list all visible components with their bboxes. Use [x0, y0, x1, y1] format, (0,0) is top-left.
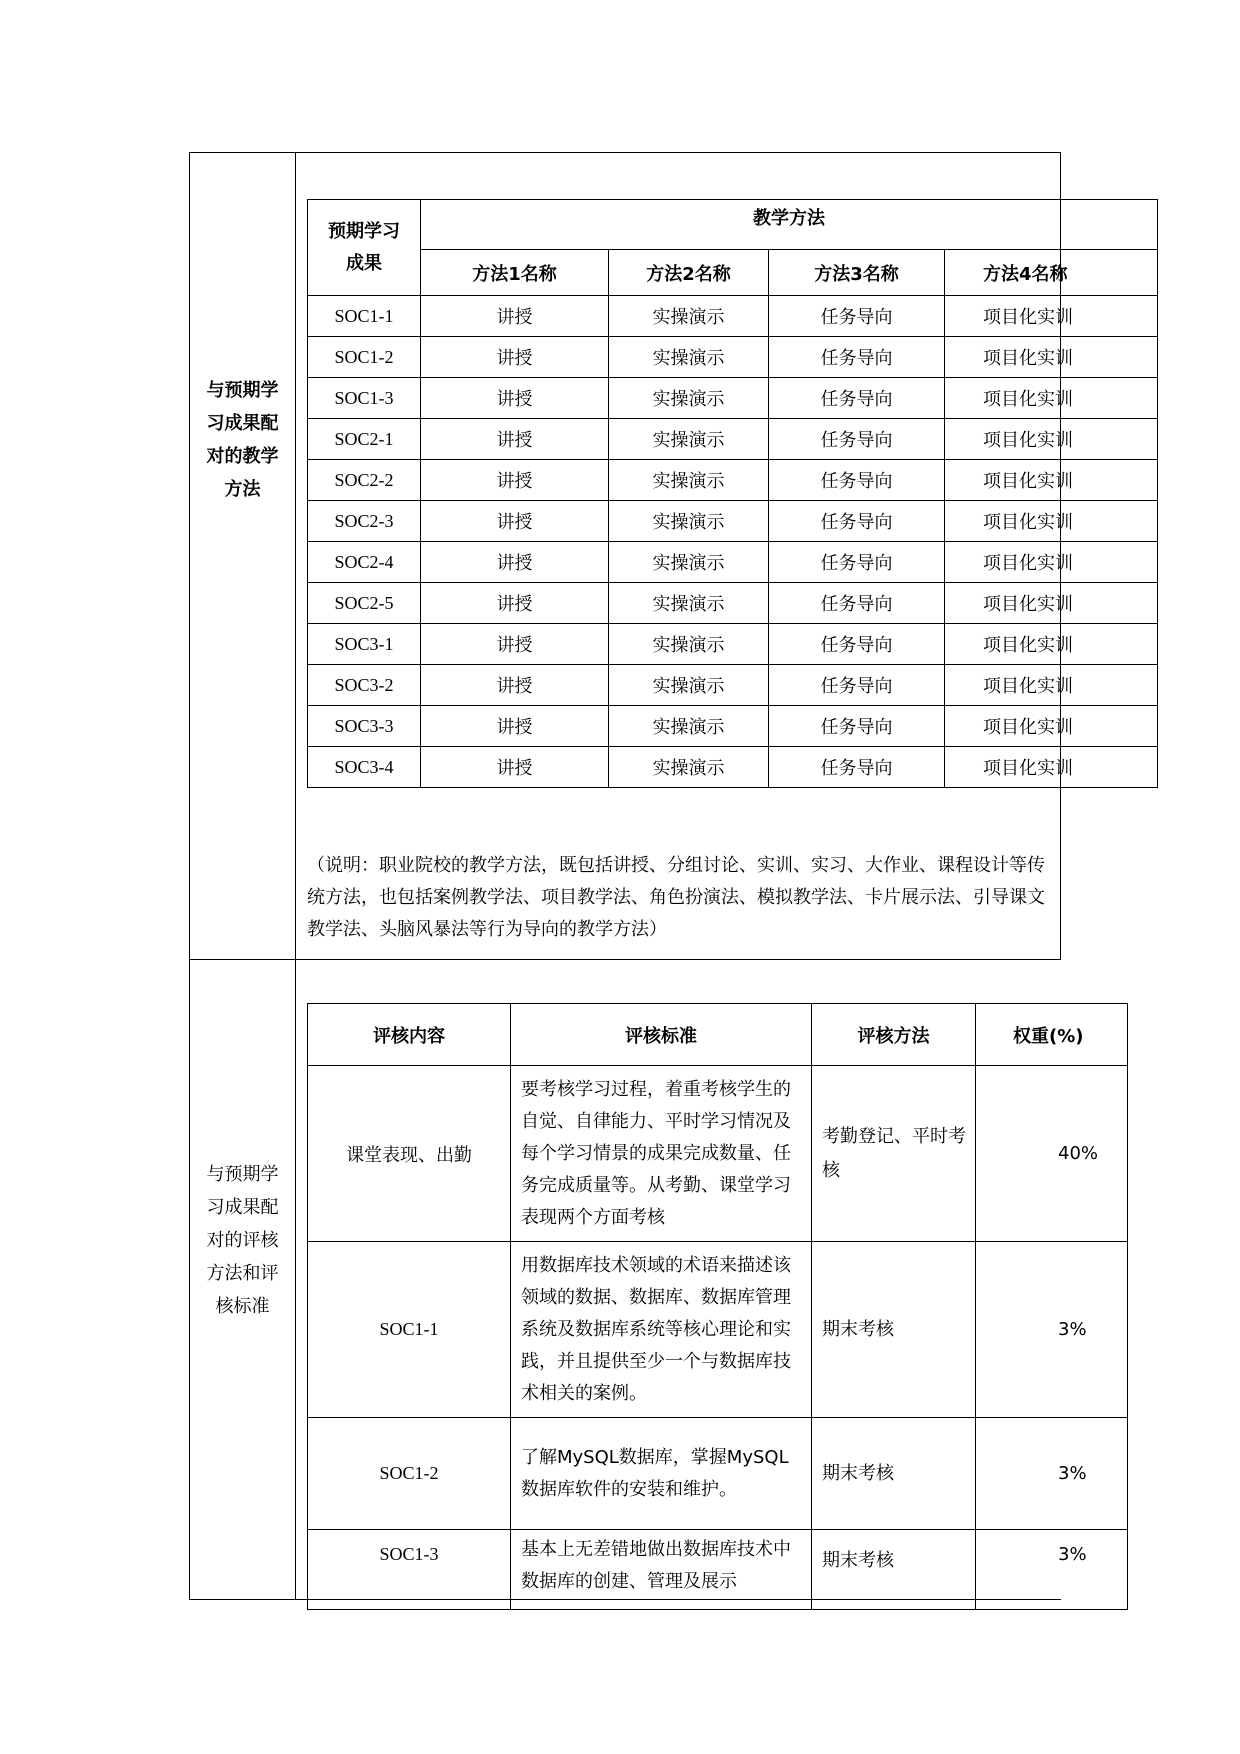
outcome-code-cell: SOC2-2 — [308, 460, 421, 501]
assessment-standard-cell: 基本上无差错地做出数据库技术中数据库的创建、管理及展示 — [511, 1530, 812, 1610]
frame-top-line — [189, 152, 1061, 153]
method-4-cell: 项目化实训 — [945, 624, 1158, 665]
weight-value: 40% — [1058, 1143, 1099, 1164]
assessment-weight-cell — [976, 1242, 1128, 1418]
method-4-cell: 项目化实训 — [945, 337, 1158, 378]
assessment-weight-cell — [976, 1066, 1128, 1242]
table-row — [308, 1418, 1128, 1530]
section-divider-line — [189, 959, 1061, 960]
teaching-methods-table-wrap — [307, 199, 1073, 851]
assessment-standard-cell: 要考核学习过程，着重考核学生的自觉、自律能力、平时学习情况及每个学习情景的成果完成数量、任务完成质量等。从考勤、课堂学习表现两个方面考核 — [511, 1066, 812, 1242]
method-1-cell: 讲授 — [421, 624, 609, 665]
assessment-content-cell: SOC1-1 — [308, 1242, 511, 1418]
outcome-code-cell: SOC3-3 — [308, 706, 421, 747]
method-3-cell: 任务导向 — [769, 460, 945, 501]
frame-left-line — [189, 152, 190, 1600]
method-2-cell: 实操演示 — [609, 665, 769, 706]
method-4-cell: 项目化实训 — [945, 501, 1158, 542]
method-4-cell: 项目化实训 — [945, 747, 1158, 788]
assessment-method-header: 评核方法 — [812, 1004, 976, 1066]
method-2-cell: 实操演示 — [609, 419, 769, 460]
table-row — [308, 1530, 1128, 1610]
assessment-content-header: 评核内容 — [308, 1004, 511, 1066]
method-4-header: 方法4名称 — [945, 250, 1158, 296]
table-row — [308, 583, 1158, 624]
outcome-header-line: 成果 — [346, 252, 382, 274]
outcome-header-line: 预期学习 — [328, 220, 400, 242]
method-2-cell: 实操演示 — [609, 378, 769, 419]
weight-value: 3% — [1058, 1319, 1087, 1340]
method-4-cell: 项目化实训 — [945, 460, 1158, 501]
teaching-method-group-header: 教学方法 — [421, 200, 1158, 250]
method-2-cell: 实操演示 — [609, 501, 769, 542]
weight-value: 3% — [1058, 1544, 1087, 1565]
assessment-content-cell: 课堂表现、出勤 — [308, 1066, 511, 1242]
table-row — [308, 624, 1158, 665]
assessment-standard-header: 评核标准 — [511, 1004, 812, 1066]
table-row — [308, 665, 1158, 706]
method-3-cell: 任务导向 — [769, 337, 945, 378]
assessment-method-cell: 期末考核 — [812, 1242, 976, 1418]
method-4-cell: 项目化实训 — [945, 419, 1158, 460]
method-4-cell: 项目化实训 — [945, 583, 1158, 624]
method-1-cell: 讲授 — [421, 665, 609, 706]
section2-label-line: 核标准 — [215, 1296, 270, 1317]
method-1-cell: 讲授 — [421, 296, 609, 337]
outcome-code-cell: SOC3-2 — [308, 665, 421, 706]
table-row — [308, 296, 1158, 337]
method-3-cell: 任务导向 — [769, 378, 945, 419]
outcome-code-cell: SOC3-4 — [308, 747, 421, 788]
section1-label-line: 习成果配 — [206, 413, 279, 434]
assessment-weight-cell — [976, 1418, 1128, 1530]
method-1-cell: 讲授 — [421, 583, 609, 624]
method-3-cell: 任务导向 — [769, 501, 945, 542]
outcome-code-cell: SOC2-4 — [308, 542, 421, 583]
section2-label-line: 方法和评 — [206, 1263, 279, 1284]
assessment-method-cell: 期末考核 — [812, 1418, 976, 1530]
assessment-weight-header: 权重(%) — [976, 1004, 1128, 1066]
assessment-standard-cell: 了解MySQL数据库，掌握MySQL数据库软件的安装和维护。 — [511, 1418, 812, 1530]
method-1-cell: 讲授 — [421, 501, 609, 542]
method-4-cell: 项目化实训 — [945, 706, 1158, 747]
method-2-cell: 实操演示 — [609, 624, 769, 665]
method-3-cell: 任务导向 — [769, 583, 945, 624]
table-row — [308, 542, 1158, 583]
label-column-line — [295, 152, 296, 1600]
outcome-code-cell: SOC2-5 — [308, 583, 421, 624]
assessment-content-cell: SOC1-3 — [308, 1530, 511, 1610]
table-row — [308, 501, 1158, 542]
assessment-method-cell: 考勤登记、平时考核 — [812, 1066, 976, 1242]
method-3-cell: 任务导向 — [769, 665, 945, 706]
section1-label-line: 对的教学 — [206, 446, 279, 467]
method-4-cell: 项目化实训 — [945, 665, 1158, 706]
method-1-cell: 讲授 — [421, 419, 609, 460]
method-4-cell: 项目化实训 — [945, 378, 1158, 419]
method-1-cell: 讲授 — [421, 542, 609, 583]
outcome-code-cell: SOC1-3 — [308, 378, 421, 419]
method-1-cell: 讲授 — [421, 747, 609, 788]
method-4-cell: 项目化实训 — [945, 296, 1158, 337]
table-row — [308, 419, 1158, 460]
section2-label-line: 习成果配 — [206, 1197, 279, 1218]
method-3-cell: 任务导向 — [769, 542, 945, 583]
method-1-cell: 讲授 — [421, 706, 609, 747]
method-2-cell: 实操演示 — [609, 337, 769, 378]
method-3-header: 方法3名称 — [769, 250, 945, 296]
assessment-content-cell: SOC1-2 — [308, 1418, 511, 1530]
method-2-cell: 实操演示 — [609, 747, 769, 788]
method-3-cell: 任务导向 — [769, 296, 945, 337]
assessment-table-wrap — [307, 1003, 1099, 1600]
teaching-methods-table — [307, 199, 1158, 788]
assessment-method-cell: 期末考核 — [812, 1530, 976, 1610]
table-row — [308, 337, 1158, 378]
method-1-cell: 讲授 — [421, 460, 609, 501]
method-2-cell: 实操演示 — [609, 460, 769, 501]
method-2-cell: 实操演示 — [609, 542, 769, 583]
method-3-cell: 任务导向 — [769, 624, 945, 665]
method-3-cell: 任务导向 — [769, 419, 945, 460]
assessment-weight-cell — [976, 1530, 1128, 1610]
method-1-cell: 讲授 — [421, 337, 609, 378]
table-row — [308, 747, 1158, 788]
assessment-standard-cell: 用数据库技术领域的术语来描述该领域的数据、数据库、数据库管理系统及数据库系统等核心理论和实践，并且提供至少一个与数据库技术相关的案例。 — [511, 1242, 812, 1418]
method-2-cell: 实操演示 — [609, 296, 769, 337]
method-1-header: 方法1名称 — [421, 250, 609, 296]
table-row — [308, 706, 1158, 747]
outcome-code-cell: SOC1-2 — [308, 337, 421, 378]
method-2-cell: 实操演示 — [609, 583, 769, 624]
section1-label-line: 与预期学 — [206, 380, 279, 401]
method-4-cell: 项目化实训 — [945, 542, 1158, 583]
outcome-code-cell: SOC2-3 — [308, 501, 421, 542]
method-1-cell: 讲授 — [421, 378, 609, 419]
outcome-code-cell: SOC2-1 — [308, 419, 421, 460]
outcome-code-cell: SOC1-1 — [308, 296, 421, 337]
section1-label-line: 方法 — [224, 479, 261, 500]
method-3-cell: 任务导向 — [769, 747, 945, 788]
page-frame — [189, 152, 1099, 1600]
table-row — [308, 1066, 1128, 1242]
section2-label-line: 与预期学 — [206, 1164, 279, 1185]
table-row — [308, 378, 1158, 419]
assessment-table — [307, 1003, 1128, 1610]
outcome-code-cell: SOC3-1 — [308, 624, 421, 665]
outcome-column-header — [308, 200, 421, 296]
table-row — [308, 1242, 1128, 1418]
method-2-header: 方法2名称 — [609, 250, 769, 296]
weight-value: 3% — [1058, 1463, 1087, 1484]
section2-label-line: 对的评核 — [206, 1230, 279, 1251]
teaching-methods-note: （说明：职业院校的教学方法，既包括讲授、分组讨论、实训、实习、大作业、课程设计等传统方法，也包括案例教学法、项目教学法、角色扮演法、模拟教学法、卡片展示法、引导课文教学法、头脑风暴法等行为导向的教学方法） — [307, 855, 1045, 940]
method-2-cell: 实操演示 — [609, 706, 769, 747]
method-3-cell: 任务导向 — [769, 706, 945, 747]
table-row — [308, 460, 1158, 501]
